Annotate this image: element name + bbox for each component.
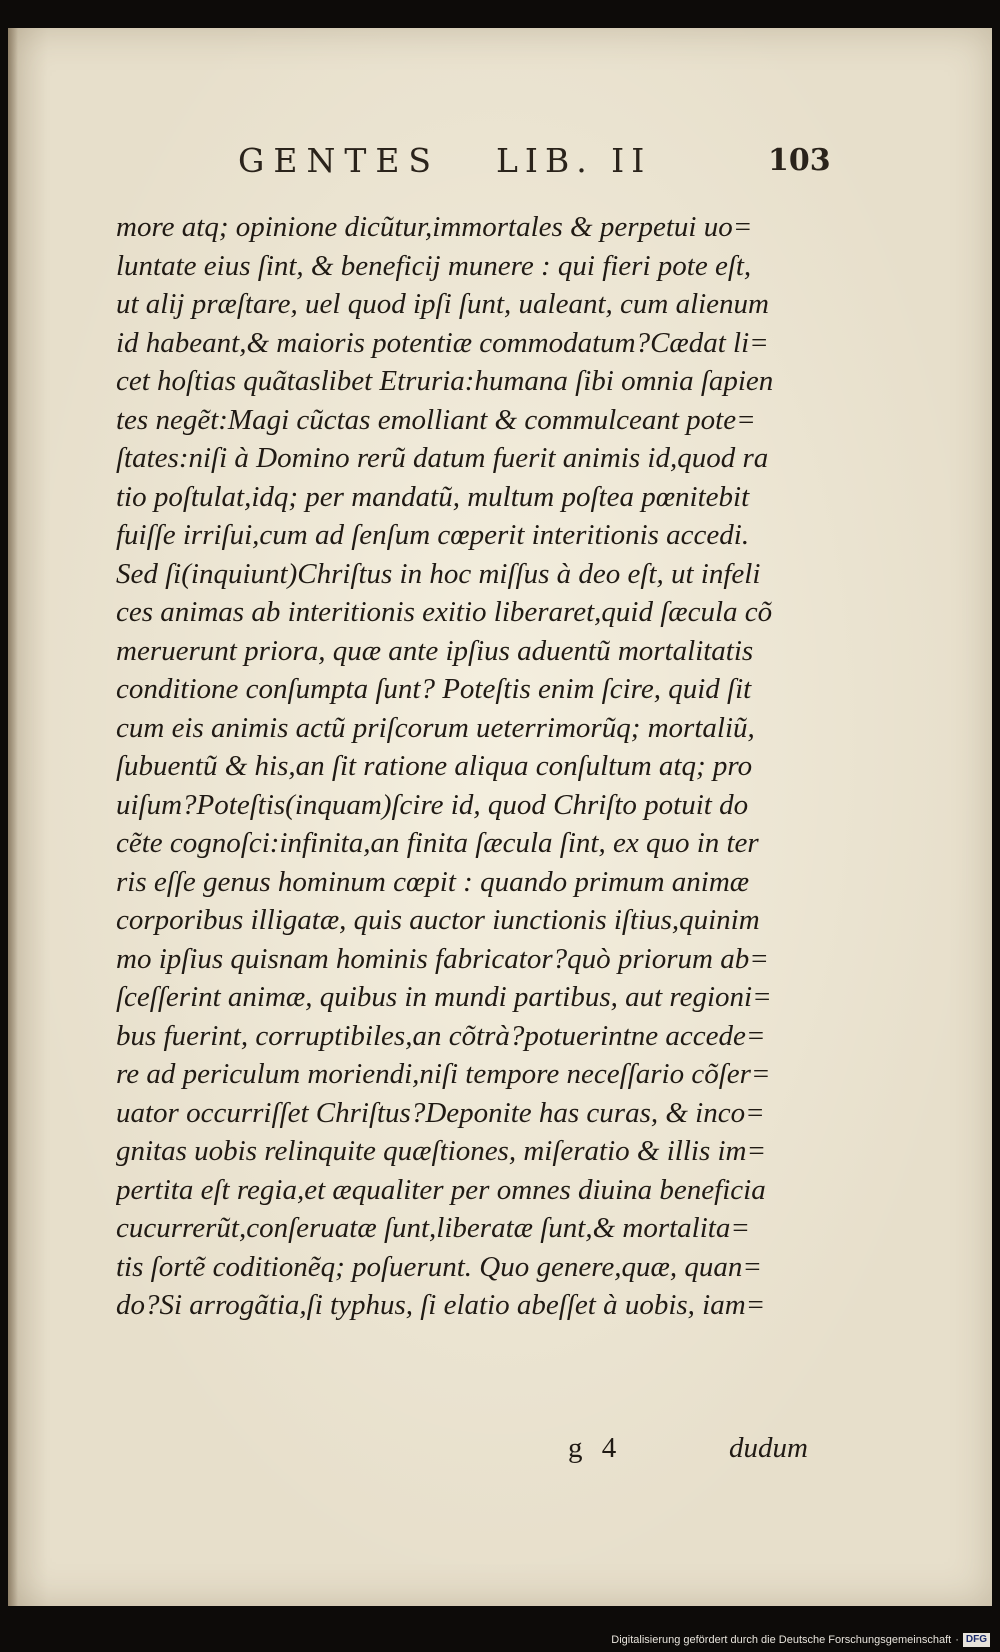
text-line: cucurrerũt,conſeruatæ ſunt,liberatæ ſunt,& mortalita=: [116, 1212, 750, 1244]
running-head-book: LIB. II: [496, 141, 652, 180]
text-line: id habeant,& maioris potentiæ commodatum?Cædat li=: [116, 326, 769, 359]
body-text: [116, 208, 816, 1325]
text-line: pertita eſt regia,et æqualiter per omnes diuina beneficia: [116, 1173, 766, 1206]
signature-mark: g 4: [568, 1432, 623, 1464]
text-line: ſubuentũ & his,an ſit ratione aliqua conſultum atq; pro: [116, 750, 753, 782]
credit-text: Digitalisierung gefördert durch die Deutsche Forschungsgemeinschaft: [611, 1634, 952, 1646]
text-line: cẽte cognoſci:infinita,an finita ſæcula ſint, ex quo in ter: [116, 827, 759, 859]
page-gutter-shadow: [8, 28, 18, 1606]
page-number: 103: [768, 143, 831, 178]
text-line: meruerunt priora, quæ ante ipſius aduentũ mortalitatis: [116, 634, 754, 667]
running-head: [238, 136, 831, 186]
text-line: uator occurriſſet Chriſtus?Deponite has curas, & inco=: [116, 1096, 765, 1129]
digitization-credit: [611, 1631, 990, 1649]
catchword: dudum: [729, 1432, 808, 1464]
text-line: Sed ſi(inquiunt)Chriſtus in hoc miſſus à deo eſt, ut infeli: [116, 557, 761, 590]
text-line: re ad periculum moriendi,niſi tempore neceſſario cõſer=: [116, 1058, 771, 1090]
text-line: tis ſortẽ coditionẽq; poſuerunt. Quo genere,quæ, quan=: [116, 1250, 762, 1283]
text-line: tio poſtulat,idq; per mandatũ, multum poſtea pœnitebit: [116, 480, 750, 513]
text-line: cet hoſtias quãtaslibet Etruria:humana ſibi omnia ſapien: [116, 365, 774, 397]
dfg-logo-icon: DFG: [963, 1633, 990, 1647]
text-line: conditione conſumpta ſunt? Poteſtis enim ſcire, quid ſit: [116, 673, 752, 705]
text-line: ſceſſerint animæ, quibus in mundi partibus, aut regioni=: [116, 981, 772, 1013]
text-line: luntate eius ſint, & beneficij munere : qui fieri pote eſt,: [116, 249, 752, 282]
text-line: cum eis animis actũ priſcorum ueterrimorũq; mortaliũ,: [116, 711, 755, 744]
text-line: tes negẽt:Magi cũctas emolliant & commulceant pote=: [116, 403, 756, 436]
book-page: [8, 28, 992, 1606]
text-line: do?Si arrogãtia,ſi typhus, ſi elatio abeſſet à uobis, iam=: [116, 1289, 766, 1321]
text-line: corporibus illigatæ, quis auctor iunctionis iſtius,quinim: [116, 904, 760, 936]
text-line: gnitas uobis relinquite quæſtiones, miſeratio & illis im=: [116, 1135, 767, 1167]
text-line: ut alij præſtare, uel quod ipſi ſunt, ualeant, cum alienum: [116, 288, 769, 320]
text-line: more atq; opinione dicũtur,immortales & perpetui uo=: [116, 211, 753, 243]
credit-separator-dot: ·: [955, 1634, 959, 1646]
text-line: bus fuerint, corruptibiles,an cõtrà?potuerintne accede=: [116, 1019, 766, 1052]
text-line: ſtates:niſi à Domino rerũ datum fuerit animis id,quod ra: [116, 442, 769, 474]
text-line: fuiſſe irriſui,cum ad ſenſum cœperit interitionis accedi.: [116, 519, 750, 551]
text-line: ces animas ab interitionis exitio liberaret,quid ſæcula cõ: [116, 596, 773, 628]
text-line: uiſum?Poteſtis(inquam)ſcire id, quod Chriſto potuit do: [116, 788, 749, 821]
text-line: mo ipſius quisnam hominis fabricator?quò priorum ab=: [116, 942, 769, 975]
running-head-title: GENTES: [238, 141, 441, 180]
text-line: ris eſſe genus hominum cœpit : quando primum animæ: [116, 865, 750, 898]
page-footer: [116, 1428, 816, 1468]
